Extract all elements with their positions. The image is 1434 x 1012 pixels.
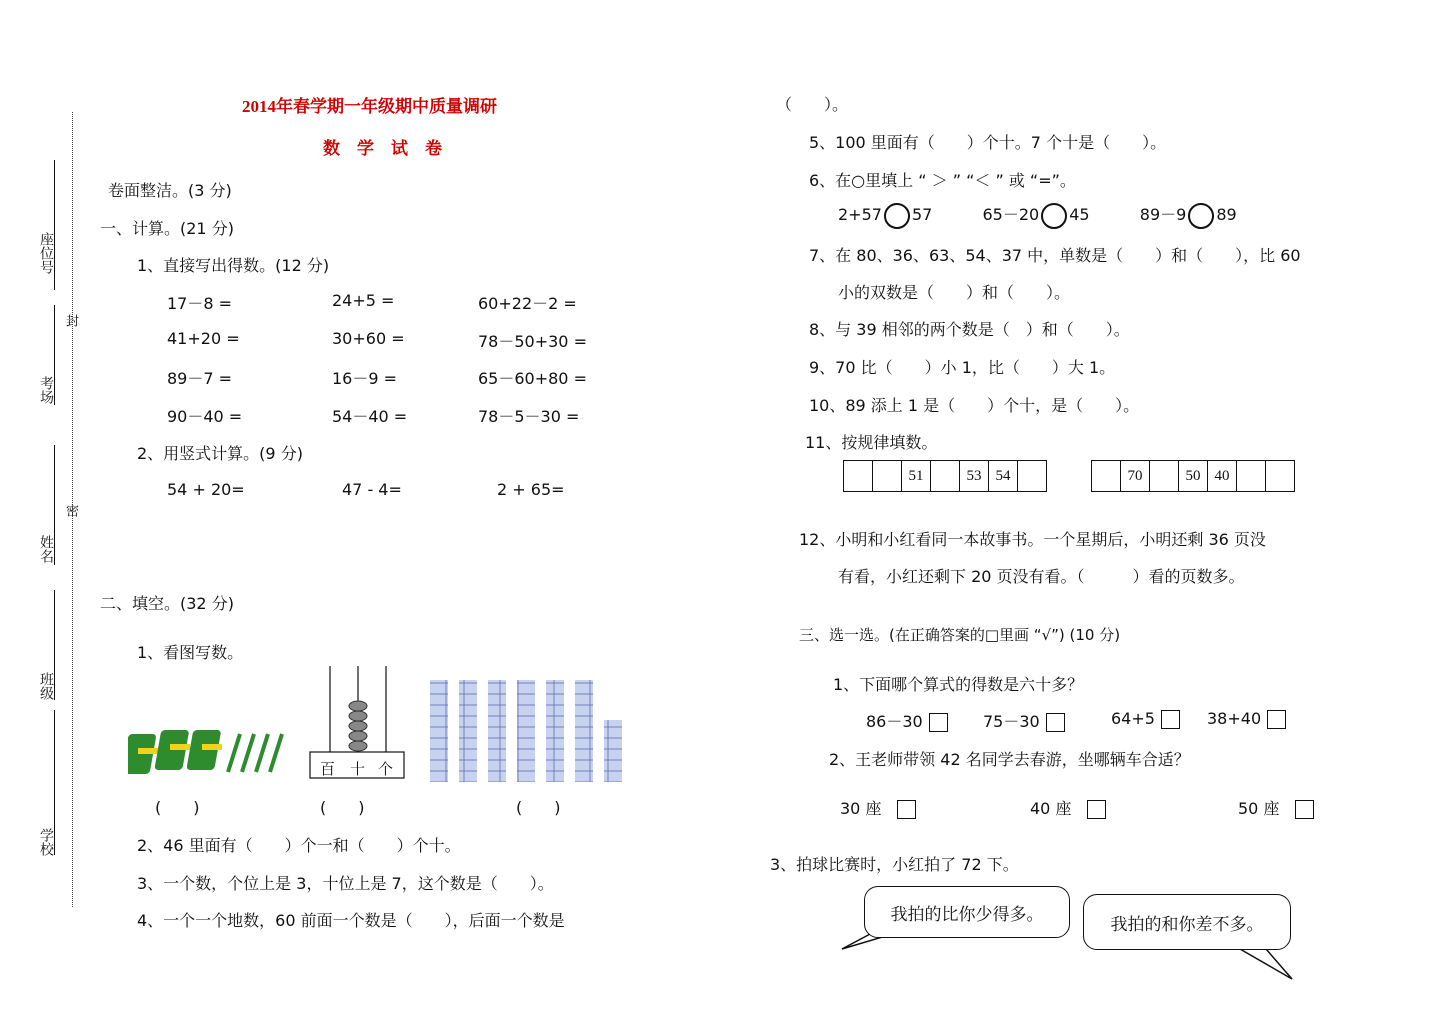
single-stick-icon — [270, 734, 282, 772]
stick-bundle-icon — [186, 730, 222, 770]
ten-block-column — [488, 680, 506, 782]
sequence-grid-a — [843, 460, 1047, 492]
ten-block-column — [517, 680, 535, 782]
school-label: 学校 — [38, 828, 54, 856]
sequence-grid-b — [1091, 460, 1295, 492]
abacus-place-hundreds: 百 — [320, 760, 336, 778]
class-field[interactable] — [54, 590, 55, 700]
calc-item: 30+60 = — [332, 329, 405, 348]
sequence-cell[interactable] — [844, 461, 873, 492]
stick-bundles-illustration — [128, 726, 288, 778]
choice-3: 3、拍球比赛时，小红拍了 72 下。 — [770, 855, 1019, 874]
neatness-line: 卷面整洁。(3 分) — [108, 181, 232, 200]
sequence-cell: 70 — [1121, 461, 1150, 492]
section-1-heading: 一、计算。(21 分) — [100, 219, 234, 238]
sequence-cell: 40 — [1208, 461, 1237, 492]
fill-1: 1、看图写数。 — [137, 643, 244, 662]
vertical-calc-item: 54 + 20= — [167, 480, 245, 499]
sequence-cell: 50 — [1179, 461, 1208, 492]
fill-8: 8、与 39 相邻的两个数是（ ）和（ ）。 — [809, 320, 1130, 339]
ten-block-column — [459, 680, 477, 782]
room-label: 考场 — [38, 376, 54, 404]
calc-item: 78－50+30 = — [478, 332, 587, 351]
checkbox[interactable] — [1295, 800, 1314, 819]
bead-icon — [349, 711, 367, 721]
choice-1-option: 38+40 — [1207, 709, 1286, 729]
calc-item: 41+20 = — [167, 329, 240, 348]
question-1-1: 1、直接写出得数。(12 分) — [137, 256, 330, 275]
speech-bubble-left: 我拍的比你少得多。 — [864, 886, 1070, 938]
fill-12-line-1: 12、小明和小红看同一本故事书。一个星期后，小明还剩 36 页没 — [799, 530, 1266, 549]
choice-1-option: 86－30 — [866, 709, 948, 732]
choice-2-option: 50 座 — [1238, 796, 1314, 819]
section-2-heading: 二、填空。(32 分) — [100, 594, 234, 613]
checkbox[interactable] — [1267, 710, 1286, 729]
school-field[interactable] — [54, 710, 55, 855]
checkbox[interactable] — [1161, 710, 1180, 729]
compare-circle[interactable] — [884, 203, 910, 229]
sequence-cell: 53 — [960, 461, 989, 492]
single-stick-icon — [228, 734, 240, 772]
checkbox[interactable] — [1046, 713, 1065, 732]
sequence-cell: 51 — [902, 461, 931, 492]
seat-field[interactable] — [54, 160, 55, 290]
seal-char-mi: 密 — [63, 504, 78, 517]
partial-block-column — [604, 720, 622, 782]
fill-6: 6、在○里填上 “ ＞ ” “＜ ” 或 “=”。 — [809, 171, 1076, 190]
sequence-cell[interactable] — [931, 461, 960, 492]
checkbox[interactable] — [897, 800, 916, 819]
sequence-cell[interactable] — [873, 461, 902, 492]
speech-bubble-right: 我拍的和你差不多。 — [1083, 894, 1291, 950]
vertical-calc-item: 47 - 4= — [342, 480, 402, 499]
compare-circle[interactable] — [1041, 203, 1067, 229]
compare-row: 2+57 57 65－20 45 89－9 89 — [838, 202, 1237, 229]
sequence-cell[interactable] — [1150, 461, 1179, 492]
section-3-heading: 三、选一选。(在正确答案的□里画 “√”) (10 分) — [799, 626, 1121, 644]
fill-10: 10、89 添上 1 是（ ）个十，是（ ）。 — [809, 396, 1140, 415]
name-field[interactable] — [54, 445, 55, 565]
single-stick-icon — [242, 734, 254, 772]
sequence-cell[interactable] — [1237, 461, 1266, 492]
fill-9: 9、70 比（ ）小 1，比（ ）大 1。 — [809, 358, 1116, 377]
choice-2: 2、王老师带领 42 名同学去春游，坐哪辆车合适？ — [829, 750, 1190, 769]
answer-paren[interactable]: ( ) — [516, 798, 561, 817]
sequence-cell[interactable] — [1018, 461, 1047, 492]
question-1-2: 2、用竖式计算。(9 分) — [137, 444, 303, 463]
calc-item: 60+22－2 = — [478, 294, 577, 313]
fill-2: 2、46 里面有（ ）个一和（ ）个十。 — [137, 836, 461, 855]
ten-block-column — [546, 680, 564, 782]
ten-block-column — [430, 680, 448, 782]
calc-item: 16－9 = — [332, 369, 398, 388]
exam-subtitle: 数 学 试 卷 — [323, 139, 442, 158]
compare-circle[interactable] — [1188, 203, 1214, 229]
fill-12-line-2: 有看，小红还剩下 20 页没有看。（ ）看的页数多。 — [838, 567, 1245, 586]
choice-1: 1、下面哪个算式的得数是六十多？ — [833, 675, 1084, 694]
fill-3: 3、一个数，个位上是 3，十位上是 7，这个数是（ ）。 — [137, 874, 554, 893]
calc-item: 54－40 = — [332, 407, 408, 426]
vertical-calc-item: 2 + 65= — [497, 480, 565, 499]
fill-7-line-1: 7、在 80、36、63、54、37 中，单数是（ ）和（ ），比 60 — [809, 246, 1301, 265]
calc-item: 65－60+80 = — [478, 369, 587, 388]
fill-7-line-2: 小的双数是（ ）和（ ）。 — [838, 283, 1071, 302]
sequence-cell: 54 — [989, 461, 1018, 492]
choice-1-option: 75－30 — [983, 709, 1065, 732]
fill-4-continued: （ ）。 — [776, 95, 849, 114]
seal-char-feng: 封 — [63, 314, 78, 327]
bead-icon — [349, 731, 367, 741]
seat-label: 座位号 — [38, 232, 54, 274]
sequence-cell[interactable] — [1092, 461, 1121, 492]
name-label: 姓名 — [38, 535, 54, 563]
room-field[interactable] — [54, 305, 55, 405]
answer-paren[interactable]: ( ) — [320, 798, 365, 817]
bead-icon — [349, 701, 367, 711]
abacus-place-tens: 十 — [350, 760, 366, 778]
fill-11: 11、按规律填数。 — [805, 433, 938, 452]
answer-paren[interactable]: ( ) — [155, 798, 200, 817]
calc-item: 89－7 = — [167, 369, 233, 388]
bead-icon — [349, 741, 367, 751]
calc-item: 90－40 = — [167, 407, 243, 426]
sequence-cell[interactable] — [1266, 461, 1295, 492]
abacus-place-ones: 个 — [378, 760, 394, 778]
choice-1-option: 64+5 — [1111, 709, 1180, 729]
stick-bundle-icon — [154, 730, 190, 770]
ten-block-column — [575, 680, 593, 782]
calc-item: 17－8 = — [167, 294, 233, 313]
exam-title: 2014年春学期一年级期中质量调研 — [242, 97, 497, 116]
checkbox[interactable] — [929, 713, 948, 732]
class-label: 班级 — [38, 672, 54, 700]
choice-2-option: 30 座 — [840, 796, 916, 819]
checkbox[interactable] — [1087, 800, 1106, 819]
block-columns-illustration — [428, 672, 628, 784]
stick-bundle-icon — [128, 734, 158, 774]
fill-5: 5、100 里面有（ ）个十。7 个十是（ ）。 — [809, 133, 1167, 152]
calc-item: 24+5 = — [332, 291, 395, 310]
calc-item: 78－5－30 = — [478, 407, 580, 426]
single-stick-icon — [256, 734, 268, 772]
choice-2-option: 40 座 — [1030, 796, 1106, 819]
fill-4: 4、一个一个地数，60 前面一个数是（ ），后面一个数是 — [137, 911, 565, 930]
bead-icon — [349, 721, 367, 731]
